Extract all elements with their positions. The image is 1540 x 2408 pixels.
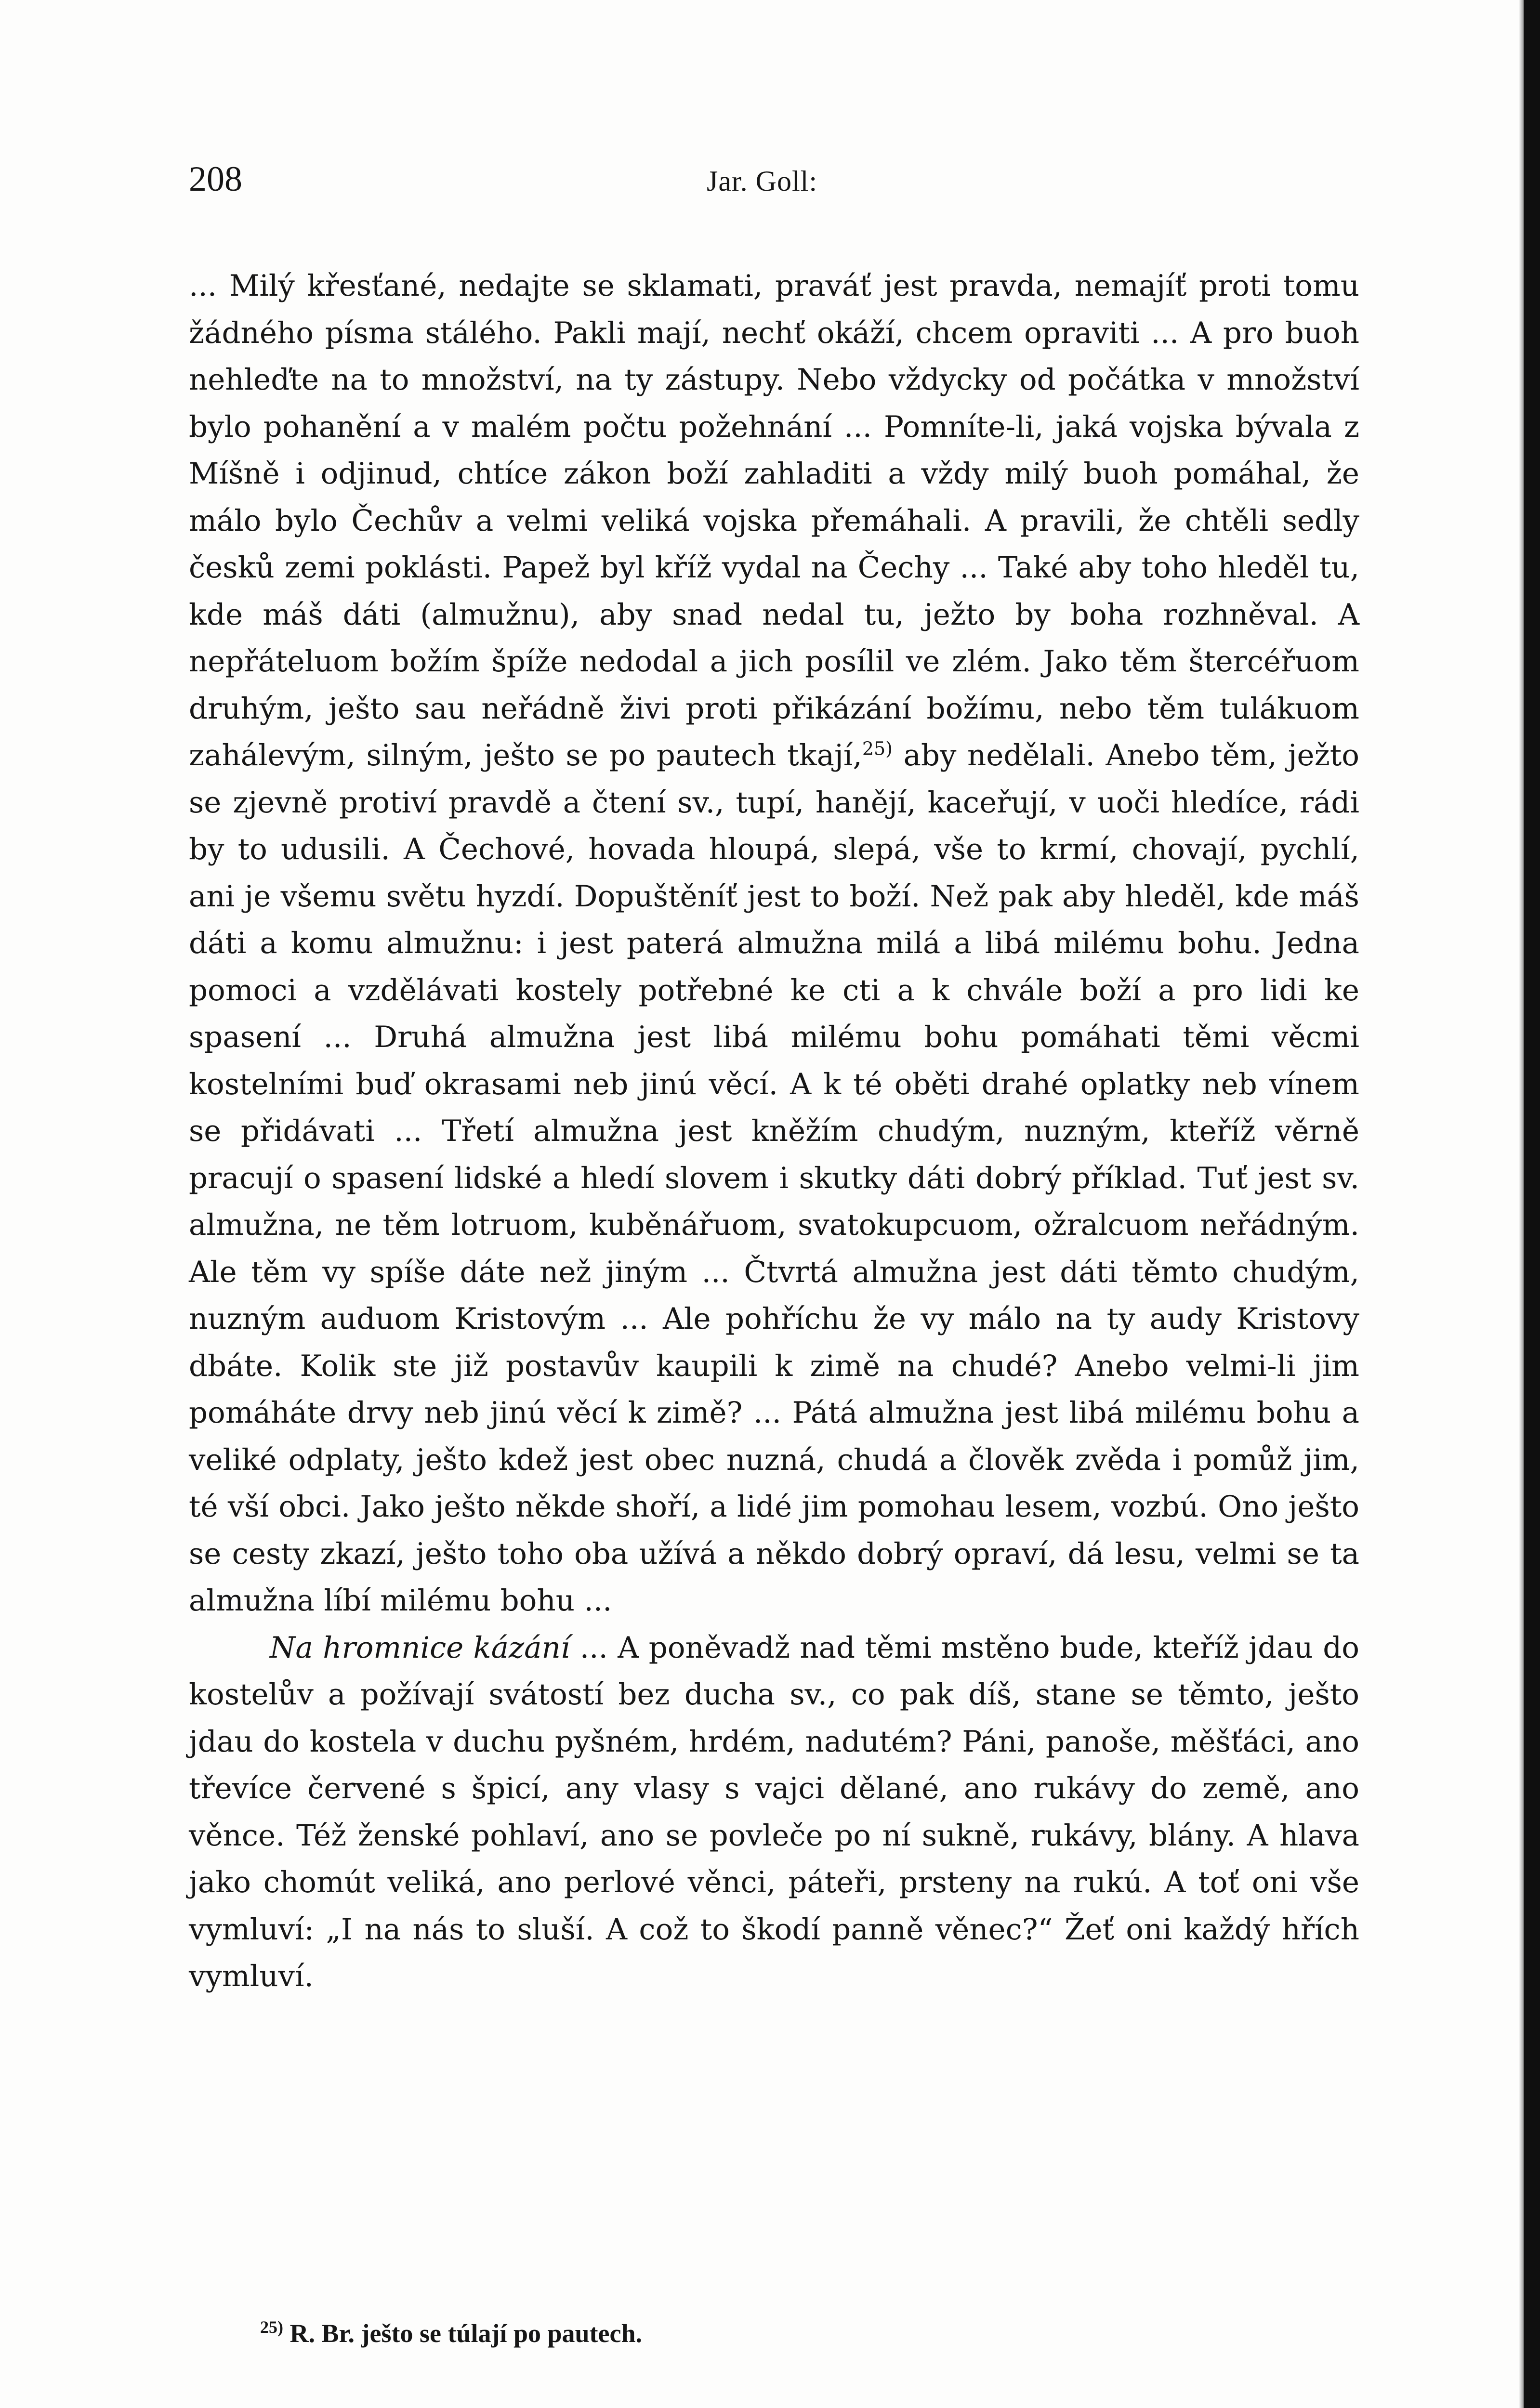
body-text [189, 262, 1359, 2000]
paragraph-1 [189, 262, 1359, 1624]
scan-edge [1524, 0, 1540, 2408]
paragraph-2-lead: Na hromnice kázání [270, 1630, 570, 1665]
running-head [189, 159, 1359, 217]
paragraph-2-text: ... A poněvadž nad těmi mstěno bude, kteříž jdau do kostelův a požívají svátostí bez ducha sv., co pak díš, stane se těmto, ješto jdau do kostela v duchu pyšném, hrdém, nadutém? Páni, panoše, měšťáci, ano třevíce červené s špicí, any vlasy s vajci dělané, ano rukávy do země, ano věnce. Též ženské pohlaví, ano se povleče po ní sukně, rukávy, blány. A hlava jako chomút veliká, ano perlové věnci, páteři, prsteny na rukú. A toť oni vše vymluví: „I na nás to sluší. A což to škodí panně věnec?“ Žeť oni každý hřích vymluví. [189, 1630, 1359, 1993]
footnote-mark: 25) [260, 2317, 283, 2337]
paragraph-1-text-a: ... Milý křesťané, nedajte se sklamati, praváť jest pravda, nemajíť proti tomu žádného písma stálého. Pakli mají, nechť okáží, chcem opraviti ... A pro buoh nehleďte na to množství, na ty zástupy. Nebo vždycky od počátka v množství bylo pohanění a v malém počtu požehnání ... Pomníte-li, jaká vojska bývala z Míšně i odjinud, chtíce zákon boží zahladiti a vždy milý buoh pomáhal, že málo bylo Čechův a velmi veliká vojska přemáhali. A pravili, že chtěli sedly česků zemi poklásti. Papež byl kříž vydal na Čechy ... Také aby toho hleděl tu, kde máš dáti (almužnu), aby snad nedal tu, ježto by boha rozhněval. A nepřáteluom božím špíže nedodal a jich posílil ve zlém. Jako těm štercéřuom druhým, ješto sau neřádně živi proti přikázání božímu, nebo těm tulákuom zahálevým, silným, ješto se po pautech tkají, [189, 269, 1359, 772]
footnote-text: R. Br. ješto se túlají po pautech. [283, 2319, 643, 2348]
footnote [260, 2316, 1320, 2350]
paragraph-2 [189, 1624, 1359, 2000]
page-edge-shadow [1519, 0, 1524, 2408]
footnote-reference: 25) [862, 738, 893, 759]
running-head-author: Jar. Goll: [707, 165, 817, 197]
page-number: 208 [189, 159, 242, 199]
paragraph-1-text-b: aby nedělali. Anebo těm, ježto se zjevně protiví pravdě a čtení sv., tupí, hanějí, kaceřují, v uoči hledíce, rádi by to udusili. A Čechové, hovada hloupá, slepá, vše to krmí, chovají, pychlí, ani je všemu světu hyzdí. Dopuštěníť jest to boží. Než pak aby hleděl, kde máš dáti a komu almužnu: i jest paterá almužna milá a libá milému bohu. Jedna pomoci a vzdělávati kostely potřebné ke cti a k chvále boží a pro lidi ke spasení ... Druhá almužna jest libá milému bohu pomáhati těmi věcmi kostelními buď okrasami neb jinú věcí. A k té oběti drahé oplatky neb vínem se přidávati ... Třetí almužna jest kněžím chudým, nuzným, kteříž věrně pracují o spasení lidské a hledí slovem i skutky dáti dobrý příklad. Tuť jest sv. almužna, ne těm lotruom, kuběnářuom, svatokupcuom, ožralcuom neřádným. Ale těm vy spíše dáte než jiným ... Čtvrtá almužna jest dáti těmto chudým, nuzným auduom Kristovým ... Ale pohříchu že vy málo na ty audy Kristovy dbáte. Kolik ste již postavův kaupili k zimě na chudé? Anebo velmi-li jim pomáháte drvy neb jinú věcí k zimě? ... Pátá almužna jest libá milému bohu a veliké odplaty, ješto kdež jest obec nuzná, chudá a člověk zvěda i pomůž jim, té vší obci. Jako ješto někde shoří, a lidé jim pomohau lesem, vozbú. Ono ješto se cesty zkazí, ješto toho oba užívá a někdo dobrý opraví, dá lesu, velmi se ta almužna líbí milému bohu ... [189, 738, 1359, 1618]
